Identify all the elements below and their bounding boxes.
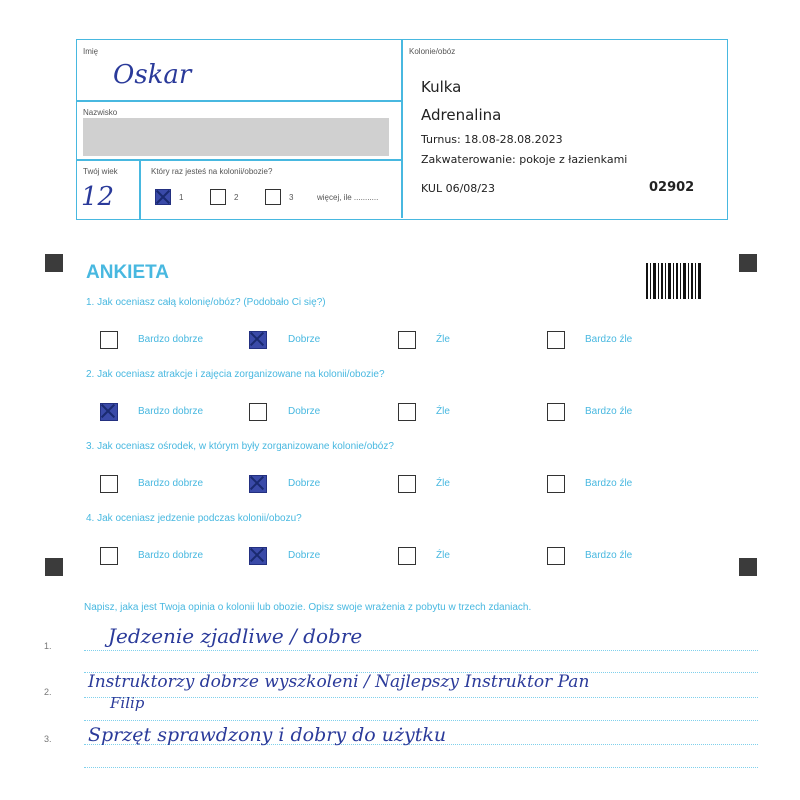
registration-marker: [739, 558, 757, 576]
form-number: 02902: [649, 180, 695, 195]
question-text: 4. Jak oceniasz jedzenie podczas kolonii/obozu?: [86, 513, 302, 524]
answer-checkbox[interactable]: [398, 475, 416, 493]
surname-redacted: [83, 118, 389, 156]
camp-name1: Kulka: [421, 78, 462, 96]
answer-option-label: Dobrze: [288, 406, 321, 417]
times-checkbox-2[interactable]: [210, 189, 226, 205]
answer-checkbox[interactable]: [249, 547, 267, 565]
answer-option-label: Bardzo źle: [585, 334, 633, 345]
question-text: 2. Jak oceniasz atrakcje i zajęcia zorganizowane na kolonii/obozie?: [86, 369, 385, 380]
registration-marker: [45, 558, 63, 576]
times-option-3: 3: [289, 193, 294, 202]
answer-checkbox[interactable]: [249, 403, 267, 421]
header-box: [76, 39, 728, 220]
answer-checkbox[interactable]: [100, 403, 118, 421]
question-text: 3. Jak oceniasz ośrodek, w którym były zorganizowane kolonie/obóz?: [86, 441, 394, 452]
answer-option-label: Dobrze: [288, 550, 321, 561]
answer-option-label: Źle: [436, 334, 450, 345]
answer-line: [84, 697, 758, 698]
line-number-3: 3.: [44, 734, 52, 744]
answer-line-2: Instruktorzy dobrze wyszkoleni / Najlepszy Instruktor Pan: [88, 672, 590, 692]
answer-checkbox[interactable]: [547, 403, 565, 421]
age-value: 12: [81, 182, 115, 212]
times-option-2: 2: [234, 193, 239, 202]
answer-checkbox[interactable]: [100, 547, 118, 565]
registration-marker: [739, 254, 757, 272]
question-text: 1. Jak oceniasz całą kolonię/obóz? (Podobało Ci się?): [86, 297, 326, 308]
camp-name2: Adrenalina: [421, 106, 502, 124]
answer-checkbox[interactable]: [100, 331, 118, 349]
answer-option-label: Źle: [436, 550, 450, 561]
times-checkbox-1[interactable]: [155, 189, 171, 205]
answer-option-label: Bardzo źle: [585, 478, 633, 489]
answer-checkbox[interactable]: [100, 475, 118, 493]
times-label: Który raz jesteś na kolonii/obozie?: [151, 167, 273, 176]
line-number-1: 1.: [44, 641, 52, 651]
surname-label: Nazwisko: [83, 108, 118, 117]
answer-line: [84, 720, 758, 721]
answer-checkbox[interactable]: [398, 403, 416, 421]
answer-line: [84, 650, 758, 651]
line-number-2: 2.: [44, 687, 52, 697]
times-option-1: 1: [179, 193, 184, 202]
times-checkbox-3[interactable]: [265, 189, 281, 205]
answer-option-label: Bardzo dobrze: [138, 334, 204, 345]
answer-option-label: Dobrze: [288, 334, 321, 345]
answer-checkbox[interactable]: [547, 475, 565, 493]
opinion-prompt: Napisz, jaka jest Twoja opinia o kolonii lub obozie. Opisz swoje wrażenia z pobytu w trzech zdaniach.: [84, 602, 532, 613]
answer-checkbox[interactable]: [547, 547, 565, 565]
answer-line-3: Sprzęt sprawdzony i dobry do użytku: [88, 724, 447, 746]
answer-checkbox[interactable]: [398, 331, 416, 349]
answer-option-label: Bardzo źle: [585, 406, 633, 417]
age-label: Twój wiek: [83, 167, 118, 176]
camp-label: Kolonie/obóz: [409, 47, 456, 56]
times-more-label: więcej, ile ...........: [317, 193, 379, 202]
name-label: Imię: [83, 47, 99, 56]
answer-option-label: Bardzo źle: [585, 550, 633, 561]
answer-line-1: Jedzenie zjadliwe / dobre: [108, 624, 363, 648]
accommodation: Zakwaterowanie: pokoje z łazienkami: [421, 153, 628, 166]
answer-option-label: Bardzo dobrze: [138, 406, 204, 417]
survey-title: ANKIETA: [86, 262, 170, 283]
name-value: Oskar: [113, 60, 192, 90]
answer-option-label: Źle: [436, 478, 450, 489]
answer-option-label: Źle: [436, 406, 450, 417]
answer-option-label: Bardzo dobrze: [138, 478, 204, 489]
answer-checkbox[interactable]: [398, 547, 416, 565]
answer-option-label: Bardzo dobrze: [138, 550, 204, 561]
answer-line-2-continuation: Filip: [110, 694, 145, 712]
answer-checkbox[interactable]: [547, 331, 565, 349]
camp-code: KUL 06/08/23: [421, 182, 495, 195]
answer-option-label: Dobrze: [288, 478, 321, 489]
answer-checkbox[interactable]: [249, 331, 267, 349]
barcode: [646, 263, 702, 299]
answer-line: [84, 767, 758, 768]
answer-checkbox[interactable]: [249, 475, 267, 493]
turnus: Turnus: 18.08-28.08.2023: [421, 133, 563, 146]
registration-marker: [45, 254, 63, 272]
